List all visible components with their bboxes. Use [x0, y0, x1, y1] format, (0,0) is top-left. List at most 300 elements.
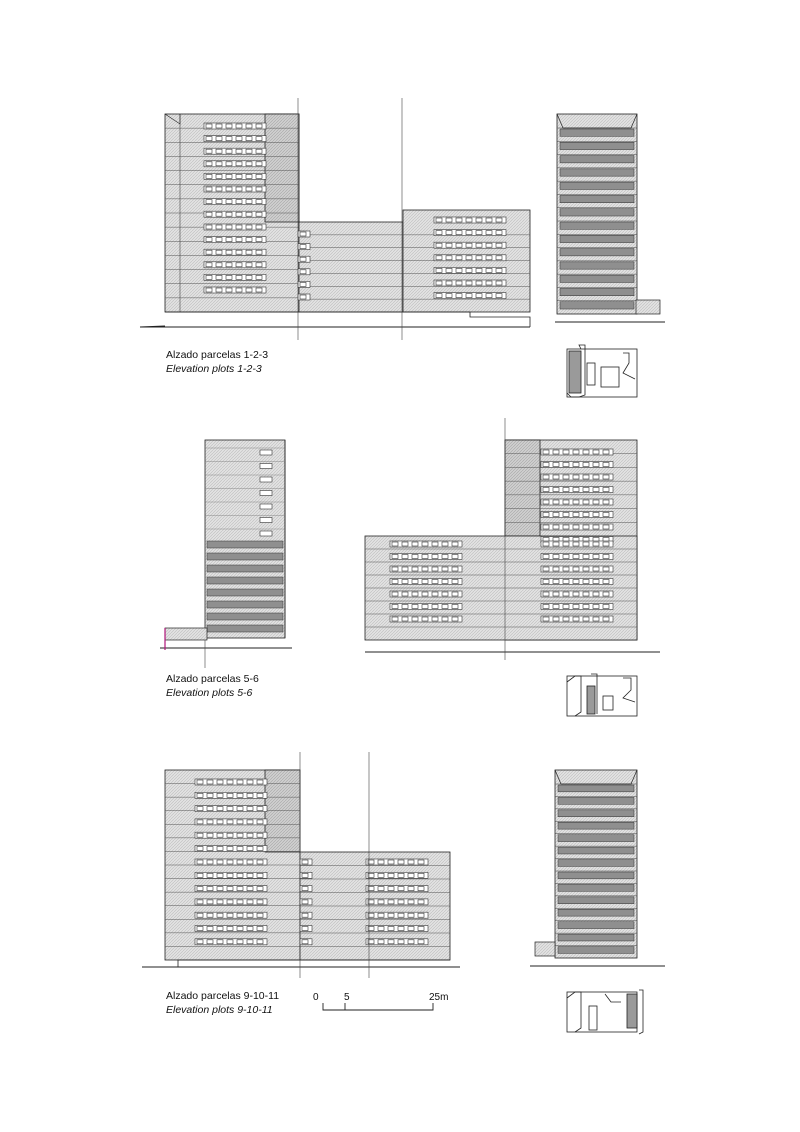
- window: [227, 860, 233, 864]
- window: [573, 567, 579, 571]
- floor-band: [560, 169, 634, 176]
- caption-plots-5-6: [166, 672, 259, 700]
- window: [237, 887, 243, 891]
- window: [256, 124, 262, 128]
- floor-band: [560, 156, 634, 163]
- window: [260, 450, 272, 455]
- window: [543, 567, 549, 571]
- window: [247, 780, 253, 784]
- window: [227, 927, 233, 931]
- window: [446, 243, 452, 247]
- window: [563, 488, 569, 492]
- window: [603, 513, 609, 517]
- window: [247, 793, 253, 797]
- window: [442, 542, 448, 546]
- window: [543, 525, 549, 529]
- window: [456, 281, 462, 285]
- window: [197, 860, 203, 864]
- window: [247, 873, 253, 877]
- window: [247, 833, 253, 837]
- window: [216, 174, 222, 178]
- window: [553, 580, 559, 584]
- window: [256, 225, 262, 229]
- window: [486, 281, 492, 285]
- window: [486, 231, 492, 235]
- floor-band: [560, 209, 634, 216]
- window: [206, 162, 212, 166]
- window: [300, 295, 306, 299]
- window: [553, 500, 559, 504]
- window: [553, 475, 559, 479]
- window: [553, 617, 559, 621]
- window: [436, 268, 442, 272]
- window: [300, 232, 306, 236]
- window: [456, 243, 462, 247]
- window: [246, 250, 252, 254]
- caption-en: Elevation plots 5-6: [166, 687, 253, 699]
- window: [476, 268, 482, 272]
- window: [603, 475, 609, 479]
- window: [247, 900, 253, 904]
- window: [603, 463, 609, 467]
- window: [418, 900, 424, 904]
- window: [563, 617, 569, 621]
- window: [226, 212, 232, 216]
- window: [217, 873, 223, 877]
- window: [246, 225, 252, 229]
- window: [593, 525, 599, 529]
- window: [197, 793, 203, 797]
- window: [476, 231, 482, 235]
- window: [408, 860, 414, 864]
- window: [412, 555, 418, 559]
- window: [207, 793, 213, 797]
- window: [456, 218, 462, 222]
- window: [563, 450, 569, 454]
- window: [227, 873, 233, 877]
- window: [418, 887, 424, 891]
- window: [573, 617, 579, 621]
- window: [543, 450, 549, 454]
- window: [543, 513, 549, 517]
- plinth: [165, 628, 207, 640]
- window: [496, 268, 502, 272]
- window: [496, 281, 502, 285]
- window: [603, 567, 609, 571]
- window: [486, 294, 492, 298]
- window: [247, 860, 253, 864]
- window: [256, 162, 262, 166]
- window: [226, 162, 232, 166]
- window: [408, 887, 414, 891]
- window: [237, 820, 243, 824]
- window: [226, 250, 232, 254]
- window: [583, 605, 589, 609]
- window: [412, 605, 418, 609]
- window: [392, 605, 398, 609]
- window: [236, 288, 242, 292]
- window: [260, 531, 272, 536]
- window: [197, 833, 203, 837]
- window: [476, 256, 482, 260]
- floor-band: [560, 302, 634, 309]
- window: [226, 225, 232, 229]
- window: [436, 243, 442, 247]
- window: [216, 238, 222, 242]
- caption-es: Alzado parcelas 1-2-3: [166, 349, 269, 361]
- window: [247, 807, 253, 811]
- window: [432, 617, 438, 621]
- window: [206, 238, 212, 242]
- window: [302, 873, 308, 877]
- window: [247, 887, 253, 891]
- window: [432, 580, 438, 584]
- facade: [299, 222, 403, 312]
- window: [603, 580, 609, 584]
- window: [237, 847, 243, 851]
- window: [216, 225, 222, 229]
- key-plan: [567, 345, 637, 397]
- floor-band: [207, 589, 283, 596]
- window: [402, 555, 408, 559]
- window: [226, 200, 232, 204]
- window: [378, 927, 384, 931]
- window: [207, 913, 213, 917]
- window: [257, 927, 263, 931]
- window: [378, 940, 384, 944]
- window: [452, 617, 458, 621]
- window: [246, 174, 252, 178]
- window: [302, 887, 308, 891]
- window: [227, 793, 233, 797]
- window: [247, 940, 253, 944]
- window: [486, 268, 492, 272]
- floor-band: [560, 222, 634, 229]
- window: [260, 464, 272, 469]
- window: [402, 542, 408, 546]
- window: [432, 592, 438, 596]
- window: [217, 820, 223, 824]
- floor-band: [560, 249, 634, 256]
- window: [197, 847, 203, 851]
- window: [236, 174, 242, 178]
- window: [226, 149, 232, 153]
- window: [237, 833, 243, 837]
- window: [418, 940, 424, 944]
- window: [246, 212, 252, 216]
- plinth: [636, 300, 660, 314]
- window: [452, 555, 458, 559]
- window: [573, 513, 579, 517]
- floor-band: [558, 934, 634, 941]
- floor-band: [560, 129, 634, 136]
- window: [476, 281, 482, 285]
- window: [300, 270, 306, 274]
- window: [496, 256, 502, 260]
- window: [392, 542, 398, 546]
- window: [207, 820, 213, 824]
- window: [247, 927, 253, 931]
- scale-label-25m: 25m: [429, 992, 449, 1003]
- window: [216, 149, 222, 153]
- window: [236, 225, 242, 229]
- tower-right-side-elevation: [557, 114, 637, 314]
- floor-band: [560, 142, 634, 149]
- window: [573, 463, 579, 467]
- window: [257, 793, 263, 797]
- window: [402, 617, 408, 621]
- floor-band: [207, 553, 283, 560]
- floor-band: [558, 847, 634, 854]
- window: [573, 555, 579, 559]
- window: [603, 450, 609, 454]
- window: [446, 231, 452, 235]
- window: [476, 294, 482, 298]
- window: [412, 542, 418, 546]
- window: [418, 913, 424, 917]
- window: [246, 162, 252, 166]
- caption-es: Alzado parcelas 9-10-11: [166, 990, 280, 1002]
- window: [256, 275, 262, 279]
- window: [217, 900, 223, 904]
- window: [402, 592, 408, 596]
- window: [300, 257, 306, 261]
- window: [442, 580, 448, 584]
- window: [378, 900, 384, 904]
- window: [246, 187, 252, 191]
- window: [432, 605, 438, 609]
- window: [226, 137, 232, 141]
- window: [466, 218, 472, 222]
- floor-band: [207, 577, 283, 584]
- window: [422, 617, 428, 621]
- window: [573, 450, 579, 454]
- window: [206, 174, 212, 178]
- window: [432, 542, 438, 546]
- window: [583, 475, 589, 479]
- window: [543, 475, 549, 479]
- window: [392, 617, 398, 621]
- window: [237, 780, 243, 784]
- window: [408, 927, 414, 931]
- facade: [505, 440, 540, 536]
- window: [593, 592, 599, 596]
- scale-label-0: 0: [313, 992, 319, 1003]
- window: [402, 580, 408, 584]
- floor-band: [558, 797, 634, 804]
- window: [246, 288, 252, 292]
- floor-band: [560, 235, 634, 242]
- window: [226, 174, 232, 178]
- window: [207, 860, 213, 864]
- slab-block: [300, 852, 450, 960]
- window: [583, 542, 589, 546]
- window: [436, 231, 442, 235]
- window: [446, 281, 452, 285]
- window: [302, 913, 308, 917]
- window: [418, 860, 424, 864]
- window: [246, 275, 252, 279]
- window: [402, 605, 408, 609]
- window: [226, 288, 232, 292]
- window: [553, 567, 559, 571]
- window: [237, 940, 243, 944]
- window: [206, 124, 212, 128]
- window: [573, 500, 579, 504]
- window: [392, 555, 398, 559]
- window: [573, 605, 579, 609]
- window: [583, 592, 589, 596]
- window: [446, 256, 452, 260]
- window: [408, 873, 414, 877]
- window: [256, 137, 262, 141]
- window: [603, 617, 609, 621]
- window: [226, 124, 232, 128]
- floor-band: [558, 860, 634, 867]
- window: [392, 580, 398, 584]
- window: [418, 927, 424, 931]
- window: [247, 820, 253, 824]
- window: [197, 913, 203, 917]
- window: [583, 567, 589, 571]
- caption-plots-1-2-3: [166, 348, 268, 376]
- window: [422, 555, 428, 559]
- window: [197, 940, 203, 944]
- window: [543, 555, 549, 559]
- window: [442, 592, 448, 596]
- window: [236, 263, 242, 267]
- window: [388, 940, 394, 944]
- window: [257, 847, 263, 851]
- window: [236, 238, 242, 242]
- window: [466, 231, 472, 235]
- window: [388, 900, 394, 904]
- window: [593, 605, 599, 609]
- floor-band: [207, 601, 283, 608]
- key-plan: [567, 990, 643, 1034]
- floor-band: [558, 909, 634, 916]
- window: [246, 149, 252, 153]
- window: [302, 940, 308, 944]
- window: [573, 592, 579, 596]
- floor-band: [560, 288, 634, 295]
- window: [216, 250, 222, 254]
- window: [236, 124, 242, 128]
- window: [207, 900, 213, 904]
- window: [583, 513, 589, 517]
- window: [563, 542, 569, 546]
- slab-and-tower: [365, 440, 637, 640]
- window: [227, 940, 233, 944]
- window: [206, 225, 212, 229]
- window: [237, 860, 243, 864]
- window: [593, 450, 599, 454]
- window: [563, 475, 569, 479]
- window: [226, 238, 232, 242]
- window: [388, 873, 394, 877]
- facade: [265, 770, 300, 852]
- scale-bar: [323, 1003, 433, 1010]
- window: [603, 525, 609, 529]
- window: [573, 488, 579, 492]
- window: [207, 873, 213, 877]
- ground-line: [178, 960, 450, 967]
- tower-left-side-elevation: [205, 440, 285, 638]
- window: [207, 940, 213, 944]
- window: [553, 605, 559, 609]
- window: [398, 913, 404, 917]
- window: [257, 913, 263, 917]
- window: [573, 580, 579, 584]
- window: [216, 162, 222, 166]
- window: [217, 807, 223, 811]
- window: [388, 887, 394, 891]
- window: [476, 218, 482, 222]
- window: [227, 780, 233, 784]
- window: [442, 567, 448, 571]
- tower-right-side-elevation: [555, 770, 637, 958]
- window: [217, 847, 223, 851]
- window: [432, 555, 438, 559]
- window: [553, 525, 559, 529]
- window: [256, 200, 262, 204]
- slab-block: [298, 210, 530, 312]
- window: [197, 780, 203, 784]
- window: [486, 256, 492, 260]
- floor-band: [207, 625, 283, 632]
- window: [227, 847, 233, 851]
- window: [412, 617, 418, 621]
- window: [466, 268, 472, 272]
- window: [496, 243, 502, 247]
- floor-band: [207, 565, 283, 572]
- window: [603, 488, 609, 492]
- window: [236, 162, 242, 166]
- window: [408, 940, 414, 944]
- floor-band: [560, 195, 634, 202]
- window: [206, 250, 212, 254]
- caption-en: Elevation plots 1-2-3: [166, 363, 262, 375]
- window: [300, 282, 306, 286]
- window: [257, 833, 263, 837]
- window: [302, 900, 308, 904]
- window: [563, 580, 569, 584]
- caption-es: Alzado parcelas 5-6: [166, 673, 259, 685]
- window: [456, 268, 462, 272]
- window: [603, 605, 609, 609]
- caption-en: Elevation plots 9-10-11: [166, 1004, 273, 1016]
- window: [197, 887, 203, 891]
- floor-band: [558, 785, 634, 792]
- window: [246, 263, 252, 267]
- window: [246, 200, 252, 204]
- floor-band: [207, 541, 283, 548]
- window: [207, 927, 213, 931]
- ground-line: [165, 312, 530, 327]
- window: [412, 592, 418, 596]
- window: [392, 592, 398, 596]
- window: [563, 513, 569, 517]
- window: [236, 250, 242, 254]
- window: [300, 245, 306, 249]
- floor-band: [560, 182, 634, 189]
- window: [436, 281, 442, 285]
- scale-label-5: 5: [344, 992, 350, 1003]
- floor-band: [207, 613, 283, 620]
- window: [206, 275, 212, 279]
- floor-band: [558, 872, 634, 879]
- window: [452, 605, 458, 609]
